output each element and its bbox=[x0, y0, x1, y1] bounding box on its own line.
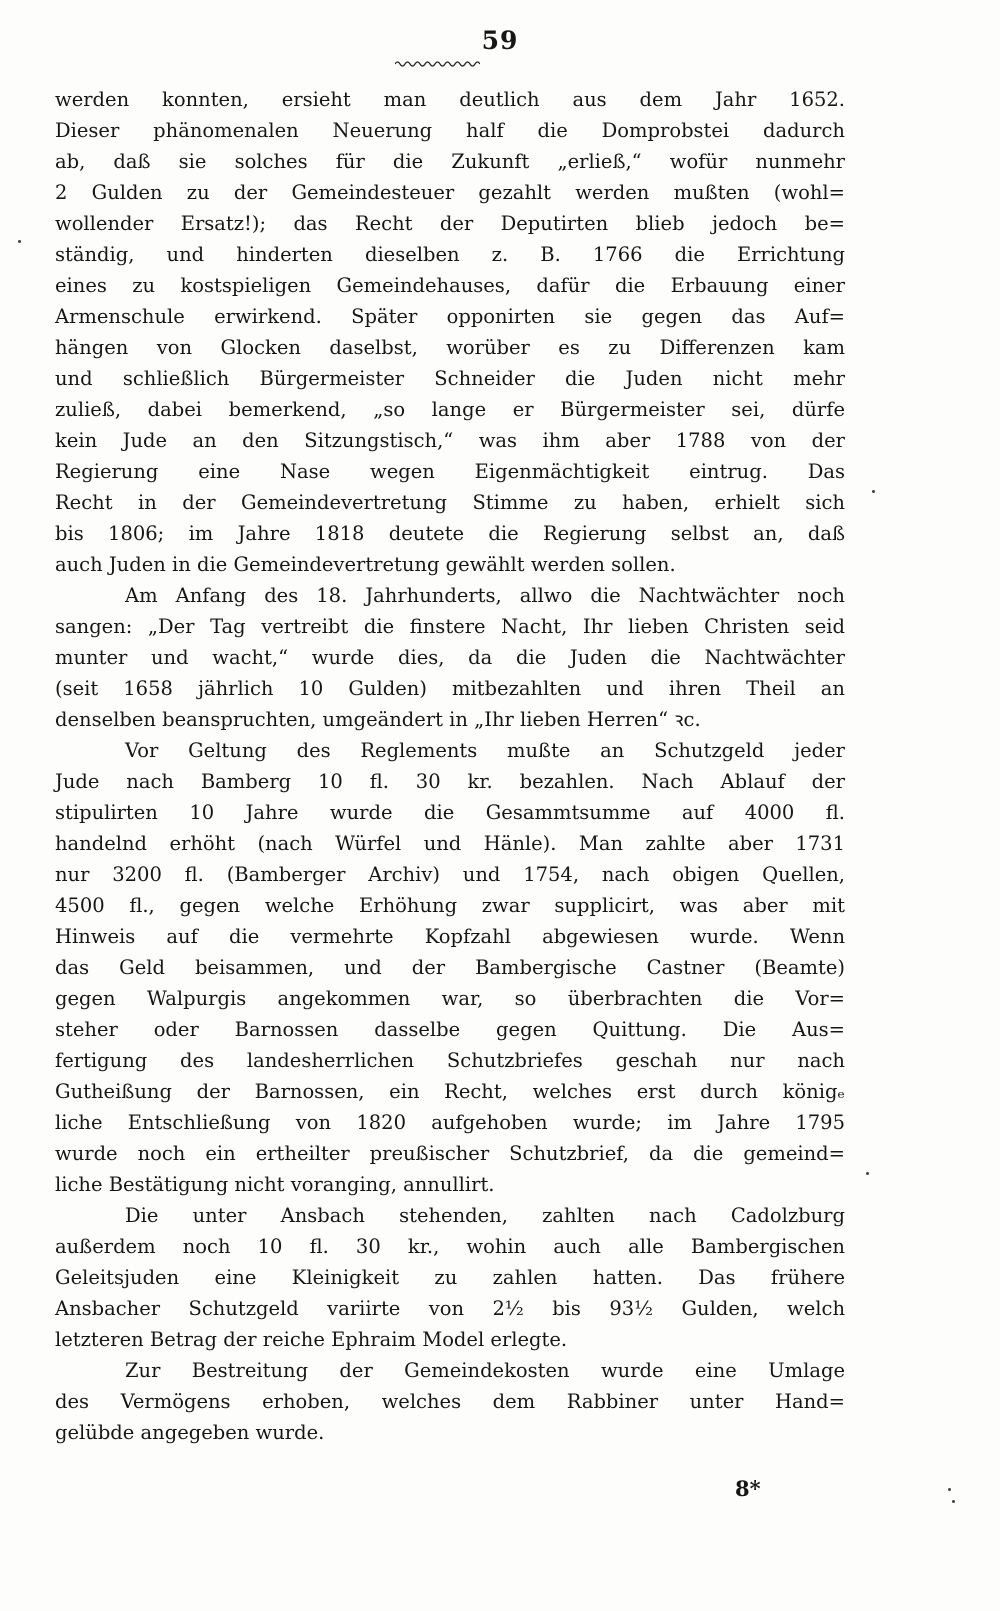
text-line: Am Anfang des 18. Jahrhunderts, allwo die Nachtwächter noch bbox=[125, 584, 845, 607]
text-line: kein Jude an den Sitzungstisch,“ was ihm aber 1788 von der bbox=[55, 429, 845, 452]
text-line: munter und wacht,“ wurde dies, da die Juden die Nachtwächter bbox=[55, 646, 845, 669]
margin-speck bbox=[872, 490, 875, 493]
text-line: stipulirten 10 Jahre wurde die Gesammtsumme auf 4000 fl. bbox=[55, 801, 845, 824]
text-line: liche Entschließung von 1820 aufgehoben wurde; im Jahre 1795 bbox=[55, 1111, 845, 1134]
text-line: außerdem noch 10 fl. 30 kr., wohin auch alle Bambergischen bbox=[55, 1235, 845, 1258]
page-number: 59 bbox=[481, 26, 519, 55]
text-line: liche Bestätigung nicht voranging, annullirt. bbox=[55, 1173, 495, 1196]
text-line: und schließlich Bürgermeister Schneider die Juden nicht mehr bbox=[55, 367, 845, 390]
text-line: das Geld beisammen, und der Bambergische Castner (Beamte) bbox=[55, 956, 845, 979]
text-line: gegen Walpurgis angekommen war, so überbrachten die Vor= bbox=[55, 987, 845, 1010]
text-line: Jude nach Bamberg 10 fl. 30 kr. bezahlen. Nach Ablauf der bbox=[55, 770, 845, 793]
text-line: sangen: „Der Tag vertreibt die finstere Nacht, Ihr lieben Christen seid bbox=[55, 615, 845, 638]
text-line: Vor Geltung des Reglements mußte an Schutzgeld jeder bbox=[125, 739, 845, 762]
body-text bbox=[55, 84, 845, 1448]
text-line: (seit 1658 jährlich 10 Gulden) mitbezahlten und ihren Theil an bbox=[55, 677, 845, 700]
text-line: des Vermögens erhoben, welches dem Rabbiner unter Hand= bbox=[55, 1390, 845, 1413]
text-line: denselben beanspruchten, umgeändert in „Ihr lieben Herren“ ꝛc. bbox=[55, 708, 701, 731]
wavy-rule-ornament bbox=[395, 60, 480, 68]
text-line: 4500 fl., gegen welche Erhöhung zwar supplicirt, was aber mit bbox=[55, 894, 845, 917]
text-line: Die unter Ansbach stehenden, zahlten nach Cadolzburg bbox=[125, 1204, 845, 1227]
margin-speck bbox=[866, 1172, 869, 1175]
text-line: steher oder Barnossen dasselbe gegen Quittung. Die Aus= bbox=[55, 1018, 845, 1041]
text-line: Regierung eine Nase wegen Eigenmächtigkeit eintrug. Das bbox=[55, 460, 845, 483]
text-line: Hinweis auf die vermehrte Kopfzahl abgewiesen wurde. Wenn bbox=[55, 925, 845, 948]
text-line: gelübde angegeben wurde. bbox=[55, 1421, 325, 1444]
text-line: werden konnten, ersieht man deutlich aus dem Jahr 1652. bbox=[55, 88, 845, 111]
text-line: ständig, und hinderten dieselben z. B. 1766 die Errichtung bbox=[55, 243, 845, 266]
text-line: fertigung des landesherrlichen Schutzbriefes geschah nur nach bbox=[55, 1049, 845, 1072]
margin-speck bbox=[18, 240, 21, 243]
text-line: Zur Bestreitung der Gemeindekosten wurde eine Umlage bbox=[125, 1359, 845, 1382]
text-line: 2 Gulden zu der Gemeindesteuer gezahlt werden mußten (wohl= bbox=[55, 181, 845, 204]
text-line: Recht in der Gemeindevertretung Stimme zu haben, erhielt sich bbox=[55, 491, 845, 514]
text-line: hängen von Glocken daselbst, worüber es zu Differenzen kam bbox=[55, 336, 845, 359]
text-line: letzteren Betrag der reiche Ephraim Model erlegte. bbox=[55, 1328, 568, 1351]
text-line: Armenschule erwirkend. Später opponirten sie gegen das Auf= bbox=[55, 305, 845, 328]
text-line: auch Juden in die Gemeindevertretung gewählt werden sollen. bbox=[55, 553, 676, 576]
margin-speck bbox=[952, 1500, 955, 1503]
text-line: Geleitsjuden eine Kleinigkeit zu zahlen hatten. Das frühere bbox=[55, 1266, 845, 1289]
text-line: Dieser phänomenalen Neuerung half die Domprobstei dadurch bbox=[55, 119, 845, 142]
text-line: zuließ, dabei bemerkend, „so lange er Bürgermeister sei, dürfe bbox=[55, 398, 845, 421]
text-line: nur 3200 fl. (Bamberger Archiv) und 1754, nach obigen Quellen, bbox=[55, 863, 845, 886]
text-line: bis 1806; im Jahre 1818 deutete die Regierung selbst an, daß bbox=[55, 522, 845, 545]
text-line: handelnd erhöht (nach Würfel und Hänle). Man zahlte aber 1731 bbox=[55, 832, 845, 855]
margin-speck bbox=[948, 1488, 951, 1491]
text-line: Ansbacher Schutzgeld variirte von 2½ bis 93½ Gulden, welch bbox=[55, 1297, 845, 1320]
text-line: wollender Ersatz!); das Recht der Deputirten blieb jedoch be= bbox=[55, 212, 845, 235]
text-line: ab, daß sie solches für die Zukunft „erließ,“ wofür nunmehr bbox=[55, 150, 845, 173]
text-line: Gutheißung der Barnossen, ein Recht, welches erst durch königₑ bbox=[55, 1080, 845, 1103]
text-line: wurde noch ein ertheilter preußischer Schutzbrief, da die gemeind= bbox=[55, 1142, 845, 1165]
text-line: eines zu kostspieligen Gemeindehauses, dafür die Erbauung einer bbox=[55, 274, 845, 297]
signature-mark: 8* bbox=[735, 1476, 761, 1501]
